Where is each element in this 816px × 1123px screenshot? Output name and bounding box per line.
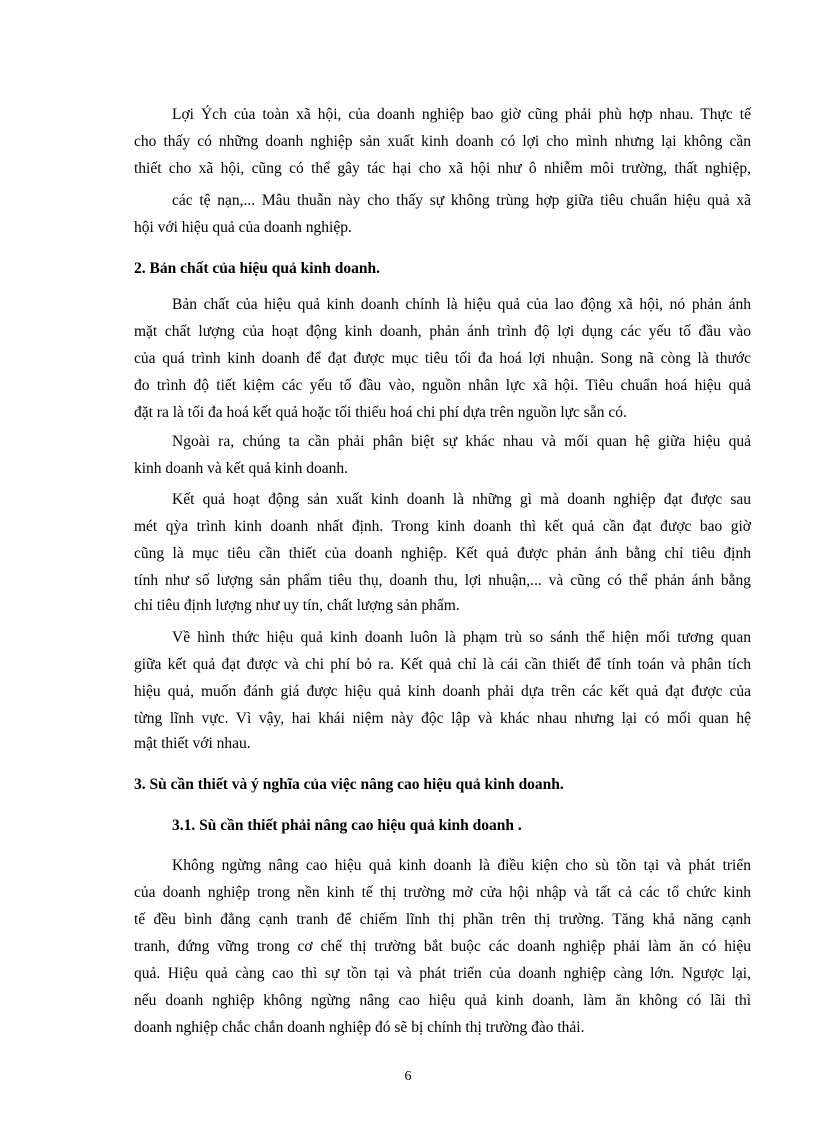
text-line: tranh, đứng vững trong cơ chế thị trường bắt buộc các doanh nghiệp phải làm ăn có hiệu [134, 938, 751, 955]
text-line: các tệ nạn,... Mâu thuẫn này cho thấy sự không trùng hợp giữa tiêu chuẩn hiệu quả xã [172, 192, 751, 209]
text-line: kinh doanh và kết quả kinh doanh. [134, 460, 348, 477]
text-line: đo trình độ tiết kiệm các yếu tố đầu vào, nguồn nhân lực xã hội. Tiêu chuẩn hoá hiệu quả [134, 377, 751, 394]
text-line: Không ngừng nâng cao hiệu quả kinh doanh là điều kiện cho sù tồn tại và phát triển [172, 857, 751, 874]
text-line: Lợi Ých của toàn xã hội, của doanh nghiệp bao giờ cũng phải phù hợp nhau. Thực tế [172, 106, 751, 123]
section-heading: 3. Sù cần thiết và ý nghĩa của việc nâng cao hiệu quả kinh doanh. [134, 776, 564, 793]
text-line: hội với hiệu quả của doanh nghiệp. [134, 219, 352, 236]
text-line: của doanh nghiệp trong nền kinh tế thị trường mở cửa hội nhập và tất cả các tổ chức kinh [134, 884, 751, 901]
text-line: từng lĩnh vực. Vì vậy, hai khái niệm này độc lập và khác nhau nhưng lại có mối quan hệ [134, 710, 751, 727]
text-line: mật thiết với nhau. [134, 735, 251, 752]
text-line: mặt chất lượng của hoạt động kinh doanh, phản ánh trình độ lợi dụng các yếu tố đầu vào [134, 323, 751, 340]
subsection-heading: 3.1. Sù cần thiết phải nâng cao hiệu quả kinh doanh . [172, 817, 522, 834]
text-line: mét qỳa trình kinh doanh nhất định. Trong kinh doanh thì kết quả cần đạt được bao giờ [134, 518, 751, 535]
text-line: nếu doanh nghiệp không ngừng nâng cao hiệu quả kinh doanh, làm ăn không có lãi thì [134, 992, 751, 1009]
text-line: đặt ra là tối đa hoá kết quả hoặc tối thiểu hoá chi phí dựa trên nguồn lực sẵn có. [134, 404, 627, 421]
text-line: của quá trình kinh doanh để đạt được mục tiêu tối đa hoá lợi nhuận. Song nã còng là thước [134, 350, 751, 367]
text-line: Bản chất của hiệu quả kinh doanh chính là hiệu quả của lao động xã hội, nó phản ánh [172, 296, 751, 313]
text-line: hiệu quả, muốn đánh giá được hiệu quả kinh doanh phải dựa trên các kết quả đạt được của [134, 683, 751, 700]
text-line: cho thấy có những doanh nghiệp sản xuất kinh doanh có lợi cho mình nhưng lại không cần [134, 133, 751, 150]
section-heading: 2. Bản chất của hiệu quả kinh doanh. [134, 260, 380, 277]
text-line: Về hình thức hiệu quả kinh doanh luôn là phạm trù so sánh thể hiện mối tương quan [172, 629, 751, 646]
text-line: thiết cho xã hội, cũng có thể gây tác hại cho xã hội như ô nhiễm môi trường, thất nghiệp, [134, 160, 751, 177]
text-line: Kết quả hoạt động sản xuất kinh doanh là những gì mà doanh nghiệp đạt được sau [172, 491, 751, 508]
text-line: tế đều bình đẳng cạnh tranh để chiếm lĩnh thị phần trên thị trường. Tăng khả năng cạnh [134, 911, 751, 928]
text-line: Ngoài ra, chúng ta cần phải phân biệt sự khác nhau và mối quan hệ giữa hiệu quả [172, 433, 751, 450]
text-line: tính như số lượng sản phẩm tiêu thụ, doanh thu, lợi nhuận,... và cũng có thể phản ánh bằng [134, 572, 751, 589]
text-line: cũng là mục tiêu cần thiết của doanh nghiệp. Kết quả được phản ánh bằng chỉ tiêu định [134, 545, 751, 562]
text-line: quả. Hiệu quả càng cao thì sự tồn tại và phát triển của doanh nghiệp càng lớn. Ngược lại, [134, 965, 751, 982]
text-line: chỉ tiêu định lượng như uy tín, chất lượng sản phẩm. [134, 597, 460, 614]
text-line: giữa kết quả đạt được và chi phí bỏ ra. Kết quả chỉ là cái cần thiết để tính toán và phân tích [134, 656, 751, 673]
page-number: 6 [404, 1069, 412, 1084]
text-line: doanh nghiệp chắc chắn doanh nghiệp đó sẽ bị chính thị trường đào thải. [134, 1019, 585, 1036]
